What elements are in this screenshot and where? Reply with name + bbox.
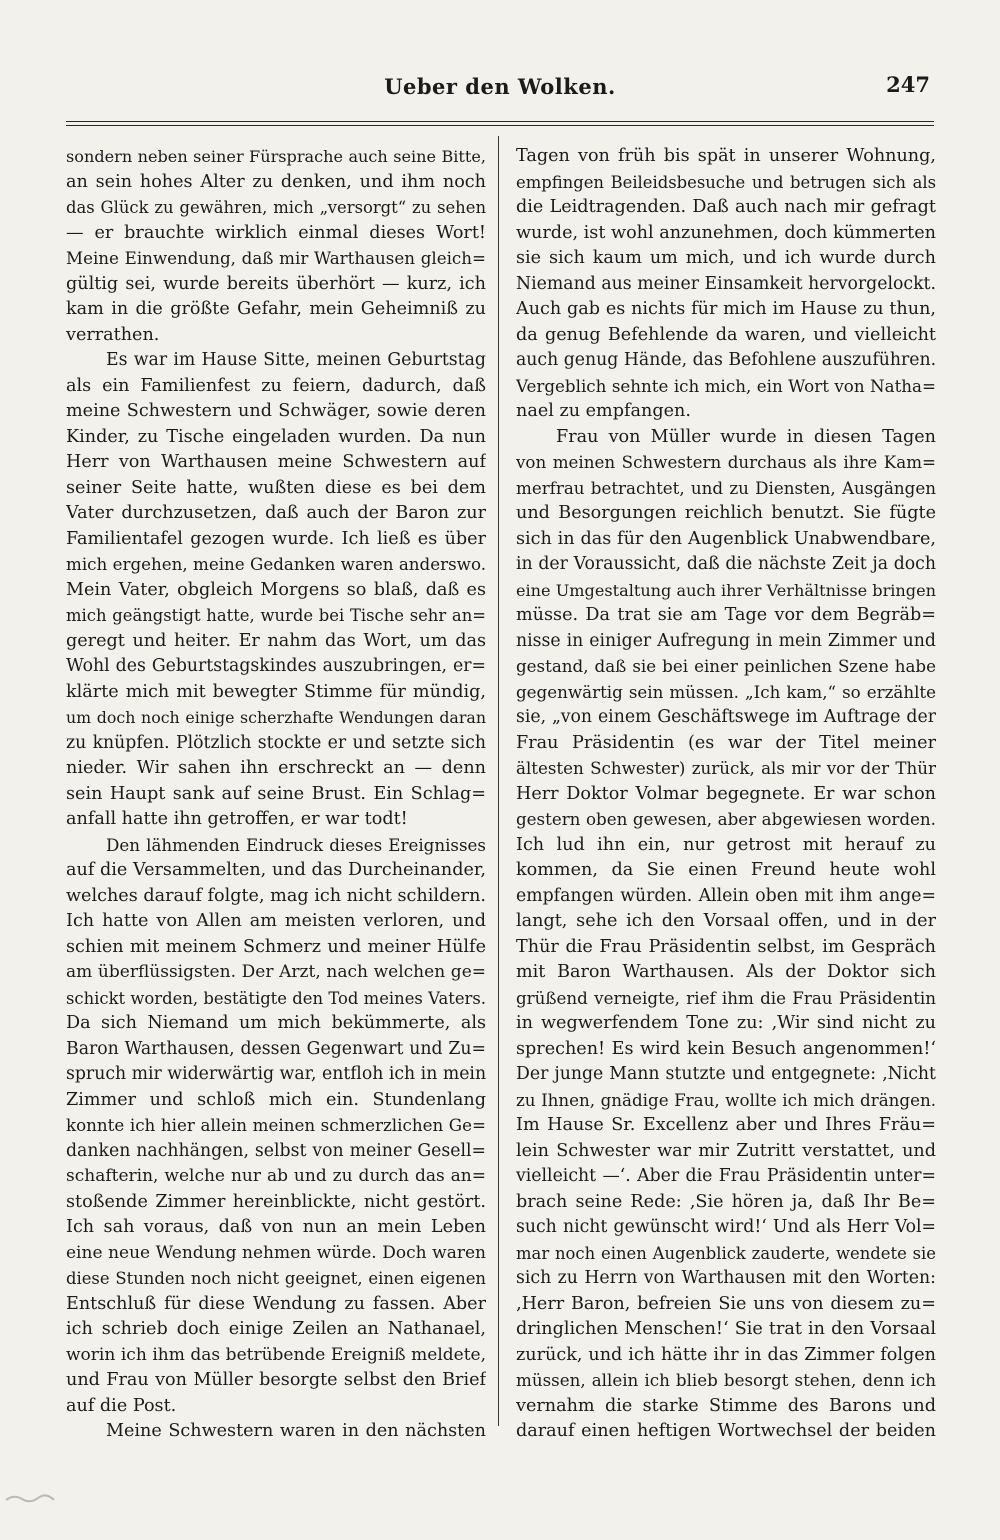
text-line: gestern oben gewesen, aber abgewiesen worden.	[516, 809, 936, 829]
text-line: lein Schwester war mir Zutritt verstattet, und	[516, 1140, 936, 1161]
text-line: Zimmer und schloß mich ein. Stundenlang	[66, 1089, 486, 1110]
text-line: ich schrieb doch einige Zeilen an Nathanael,	[66, 1319, 486, 1339]
text-line: in der Voraussicht, daß die nächste Zeit ja doch	[516, 554, 936, 574]
text-column-right	[516, 144, 936, 1445]
text-line: Meine Schwestern waren in den nächsten	[106, 1421, 486, 1441]
text-line: gültig sei, wurde bereits überhört — kurz, ich	[66, 273, 486, 294]
text-line: anfall hatte ihn getroffen, er war todt!	[66, 809, 408, 829]
text-line: Da sich Niemand um mich bekümmerte, als	[66, 1013, 486, 1033]
text-line: auf die Versammelten, und das Durcheinander,	[66, 860, 486, 880]
text-line: schafterin, welche nur ab und zu durch das an=	[66, 1166, 486, 1186]
text-line: sein Haupt sank auf seine Brust. Ein Schlag=	[66, 783, 486, 804]
running-title: Ueber den Wolken.	[384, 74, 616, 99]
text-line: vernahm die starke Stimme des Barons und	[516, 1395, 936, 1416]
running-head	[0, 74, 1000, 104]
text-line: die Leidtragenden. Daß auch nach mir gefragt	[516, 197, 936, 217]
text-line: Wohl des Geburtstagskindes auszubringen, er=	[66, 656, 486, 676]
text-line: zu Ihnen, gnädige Frau, wollte ich mich drängen.	[516, 1089, 936, 1110]
text-line: Im Hause Sr. Excellenz aber und Ihres Fräu=	[516, 1115, 936, 1135]
text-line: langt, sehe ich den Vorsaal offen, und in der	[516, 911, 936, 931]
text-line: mich geängstigt hatte, wurde bei Tische sehr an=	[66, 606, 486, 625]
text-line: in wegwerfendem Tone zu: ‚Wir sind nicht zu	[516, 1013, 936, 1033]
text-line: danken nachhängen, selbst von meiner Gesell=	[66, 1140, 486, 1161]
text-line: merfrau betrachtet, und zu Diensten, Ausgängen	[516, 477, 936, 498]
text-line: gegenwärtig sein müssen. „Ich kam,“ so erzählte	[516, 681, 936, 702]
text-line: Familientafel gezogen wurde. Ich ließ es über	[66, 528, 486, 549]
column-divider	[498, 136, 499, 1426]
text-line: sich in das für den Augenblick Unabwendbare,	[516, 528, 936, 549]
text-line: zurück, und ich hätte ihr in das Zimmer folgen	[516, 1344, 936, 1365]
text-line: such nicht gewünscht wird!‘ Und als Herr Vol=	[516, 1217, 936, 1237]
text-line: — er brauchte wirklich einmal dieses Wort!	[66, 222, 486, 243]
text-line: ältesten Schwester) zurück, als mir vor der Thür	[516, 758, 936, 778]
text-line: spruch mir widerwärtig war, entfloh ich in mein	[66, 1064, 486, 1084]
text-line: empfingen Beileidsbesuche und betrugen sich als	[516, 172, 936, 192]
text-line: Vater durchzusetzen, daß auch der Baron zur	[66, 503, 486, 523]
text-line: Tagen von früh bis spät in unserer Wohnung,	[516, 146, 936, 166]
text-line: diese Stunden noch nicht geeignet, einen eigenen	[66, 1269, 486, 1288]
text-line: geregt und heiter. Er nahm das Wort, um das	[66, 630, 486, 651]
text-line: empfangen würden. Allein oben mit ihm ange=	[516, 885, 936, 906]
text-line: von meinen Schwestern durchaus als ihre Kam=	[516, 452, 936, 472]
text-line: mar noch einen Augenblick zauderte, wendete sie	[516, 1243, 936, 1263]
text-line: sie sich kaum um mich, und ich wurde durch	[516, 248, 936, 268]
text-line: und Frau von Müller besorgte selbst den Brief	[66, 1370, 486, 1390]
text-line: Vergeblich sehnte ich mich, ein Wort von Natha=	[516, 375, 936, 396]
text-line: da genug Befehlende da waren, und vielleicht	[516, 324, 936, 345]
scan-smudge	[4, 1490, 56, 1506]
text-line: konnte ich hier allein meinen schmerzlichen Ge=	[66, 1115, 486, 1135]
text-line: worin ich ihm das betrübende Ereigniß meldete,	[66, 1344, 486, 1365]
text-line: Es war im Hause Sitte, meinen Geburtstag	[106, 350, 486, 370]
text-line: an sein hohes Alter zu denken, und ihm noch	[66, 171, 486, 192]
text-line: sondern neben seiner Fürsprache auch seine Bitte,	[66, 147, 486, 166]
header-rule-thin	[66, 125, 934, 126]
text-line: Frau von Müller wurde in diesen Tagen	[556, 426, 936, 447]
text-line: gestand, daß sie bei einer peinlichen Szene habe	[516, 656, 936, 676]
text-line: Herr Doktor Volmar begegnete. Er war schon	[516, 783, 936, 804]
text-line: nisse in einiger Aufregung in mein Zimmer und	[516, 630, 936, 651]
text-line: sie, „von einem Geschäftswege im Auftrage der	[516, 707, 936, 727]
text-line: sprechen! Es wird kein Besuch angenommen!‘	[516, 1038, 936, 1059]
text-line: seiner Seite hatte, wußten diese es bei dem	[66, 477, 486, 498]
text-line: nieder. Wir sahen ihn erschreckt an — denn	[66, 758, 486, 778]
text-line: kommen, da Sie einen Freund heute wohl	[516, 860, 936, 880]
text-column-left	[66, 144, 486, 1445]
text-line: kam in die größte Gefahr, mein Geheimniß zu	[66, 299, 486, 319]
text-line: und Besorgungen reichlich benutzt. Sie fügte	[516, 503, 936, 523]
text-line: dringlichen Menschen!‘ Sie trat in den Vorsaal	[516, 1319, 936, 1339]
text-line: Der junge Mann stutzte und entgegnete: ‚Nicht	[516, 1064, 936, 1084]
text-line: auf die Post.	[66, 1395, 177, 1416]
text-line: Herr von Warthausen meine Schwestern auf	[66, 452, 486, 472]
text-line: Niemand aus meiner Einsamkeit hervorgelockt.	[516, 273, 936, 294]
text-line: Ich lud ihn ein, nur getrost mit herauf zu	[516, 834, 936, 855]
text-line: brach seine Rede: ‚Sie hören ja, daß Ihr Be=	[516, 1191, 936, 1212]
text-line: verrathen.	[66, 324, 160, 345]
text-line: welches darauf folgte, mag ich nicht schildern.	[66, 885, 486, 906]
text-line: stoßende Zimmer hereinblickte, nicht gestört.	[66, 1191, 486, 1212]
text-line: schickt worden, bestätigte den Tod meines Vaters.	[66, 988, 486, 1008]
text-line: vielleicht —‘. Aber die Frau Präsidentin unter=	[516, 1166, 936, 1186]
text-line: ‚Herr Baron, befreien Sie uns von diesem zu=	[516, 1293, 936, 1314]
text-line: mit Baron Warthausen. Als der Doktor sich	[516, 962, 936, 982]
text-line: Mein Vater, obgleich Morgens so blaß, daß es	[66, 579, 486, 600]
text-line: zu knüpfen. Plötzlich stockte er und setzte sich	[66, 732, 486, 753]
text-line: Kinder, zu Tische eingeladen wurden. Da nun	[66, 426, 486, 447]
text-line: klärte mich mit bewegter Stimme für mündig,	[66, 681, 486, 702]
text-line: auch genug Hände, das Befohlene auszuführen.	[516, 350, 936, 370]
text-line: müsse. Da trat sie am Tage vor dem Begräb=	[516, 605, 936, 625]
text-line: Auch gab es nichts für mich im Hause zu thun,	[516, 299, 936, 319]
header-rule	[66, 121, 934, 122]
text-line: Den lähmenden Eindruck dieses Ereignisses	[106, 834, 486, 855]
text-line: grüßend verneigte, rief ihm die Frau Präsidentin	[516, 987, 936, 1008]
text-line: Thür die Frau Präsidentin selbst, im Gespräch	[516, 936, 936, 957]
text-line: mich ergehen, meine Gedanken waren anderswo.	[66, 554, 486, 574]
text-line: am überflüssigsten. Der Arzt, nach welchen ge=	[66, 962, 486, 982]
text-line: Ich sah voraus, daß von nun an mein Leben	[66, 1217, 486, 1237]
text-line: Frau Präsidentin (es war der Titel meiner	[516, 732, 936, 753]
text-line: sich zu Herrn von Warthausen mit den Worten:	[516, 1268, 936, 1288]
text-line: schien mit meinem Schmerz und meiner Hülfe	[66, 936, 486, 957]
text-line: nael zu empfangen.	[516, 401, 691, 421]
text-line: Ich hatte von Allen am meisten verloren, und	[66, 911, 486, 931]
text-line: wurde, ist wohl anzunehmen, doch kümmerten	[516, 222, 936, 243]
text-line: eine Umgestaltung auch ihrer Verhältnisse bringen	[516, 580, 936, 600]
text-line: als ein Familienfest zu feiern, dadurch, daß	[66, 375, 486, 396]
text-line: Entschluß für diese Wendung zu fassen. Aber	[66, 1293, 486, 1314]
text-line: Baron Warthausen, dessen Gegenwart und Zu=	[66, 1038, 486, 1059]
text-line: meine Schwestern und Schwäger, sowie deren	[66, 401, 486, 421]
text-line: darauf einen heftigen Wortwechsel der beiden	[516, 1421, 936, 1441]
text-line: müssen, allein ich blieb besorgt stehen, denn ich	[516, 1370, 936, 1390]
text-line: Meine Einwendung, daß mir Warthausen gleich=	[66, 248, 486, 268]
page-number: 247	[886, 72, 930, 97]
text-line: das Glück zu gewähren, mich „versorgt“ zu sehen	[66, 198, 486, 217]
text-line: um doch noch einige scherzhafte Wendungen daran	[66, 708, 486, 727]
text-line: eine neue Wendung nehmen würde. Doch waren	[66, 1242, 486, 1263]
